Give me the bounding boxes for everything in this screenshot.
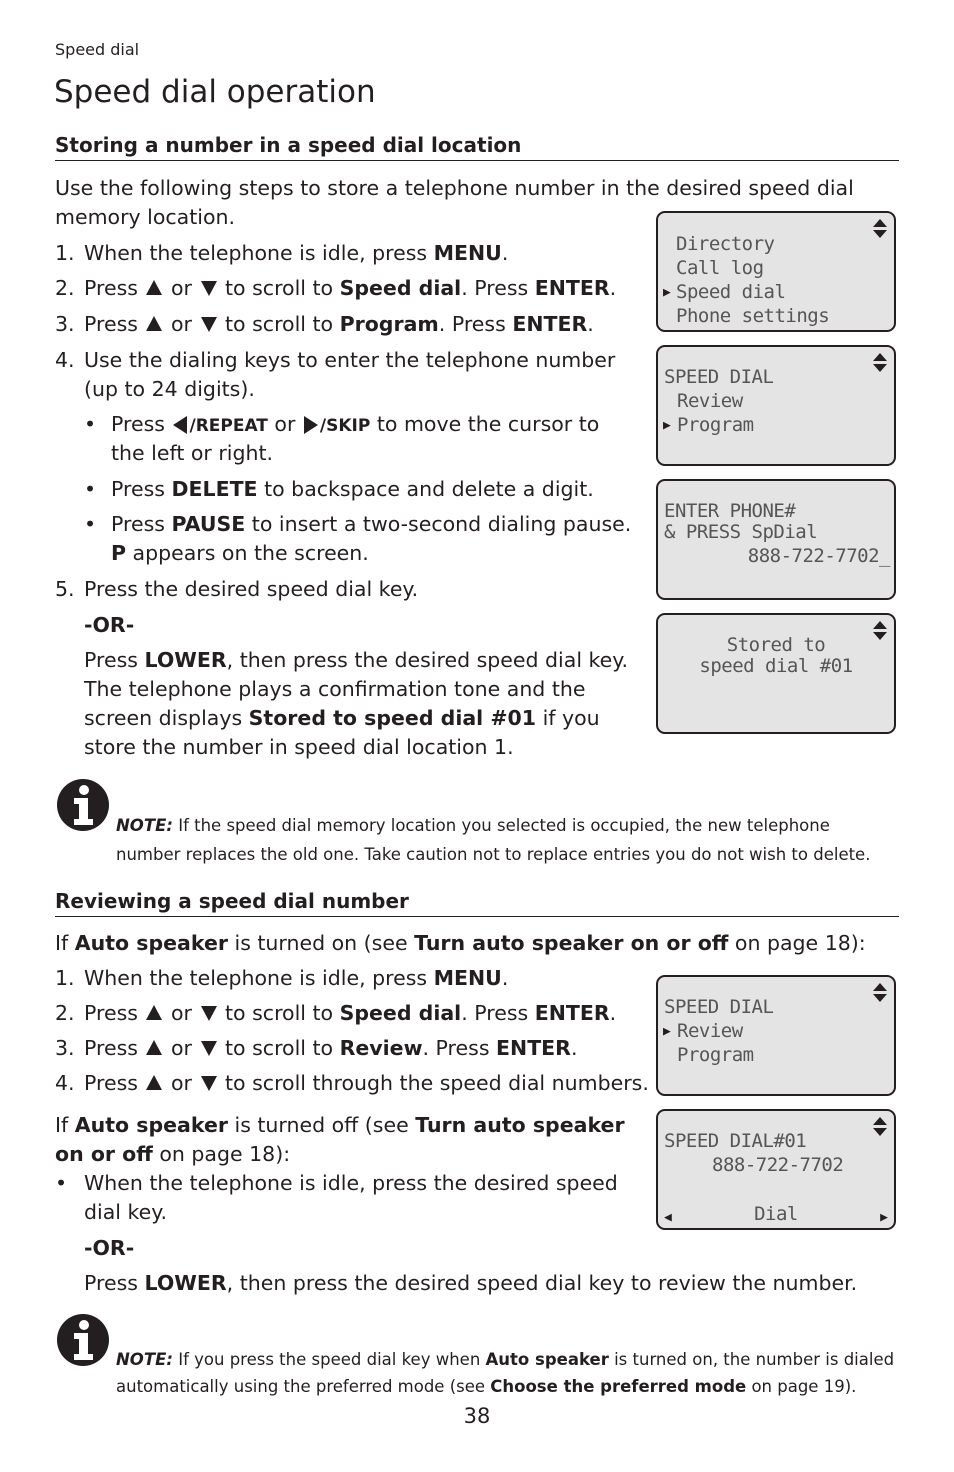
or-separator: -OR- <box>84 1236 135 1260</box>
lcd-speed-dial-review: SPEED DIAL ▶ Review Program <box>656 975 896 1096</box>
cursor-arrow-icon: ▶ <box>663 418 671 433</box>
page-number: 38 <box>463 1404 491 1428</box>
auto-speaker-off-line-2: on or off on page 18): <box>55 1142 291 1166</box>
note-2: NOTE: If you press the speed dial key when Auto speaker is turned on, the number is dialed automatically using the preferred mode (see Choose the preferred mode on page 19). <box>116 1350 895 1396</box>
up-arrow-icon <box>146 316 162 331</box>
section-heading-storing: Storing a number in a speed dial location <box>55 133 899 161</box>
left-softkey-arrow-icon: ◀ <box>664 1210 672 1225</box>
lower-line-1: Press LOWER, then press the desired speed dial key. <box>84 648 629 672</box>
lcd-stored: Stored to speed dial #01 <box>656 613 896 734</box>
down-arrow-icon <box>201 317 217 332</box>
note-1: NOTE: If the speed dial memory location you selected is occupied, the new telephone number replaces the old one. Take caution not to replace entries you do not wish to delete. <box>116 816 871 864</box>
running-header: Speed dial <box>55 40 140 59</box>
auto-speaker-off-line-1: If Auto speaker is turned off (see Turn auto speaker <box>55 1113 625 1137</box>
lcd-enter-phone: ENTER PHONE# & PRESS SpDial 888-722-7702_ <box>656 479 896 600</box>
scroll-arrows-icon <box>873 219 887 239</box>
or-separator: -OR- <box>84 613 135 637</box>
lower-line-4: store the number in speed dial location 1. <box>84 735 514 759</box>
cursor-arrow-icon: ▶ <box>663 1024 671 1039</box>
intro-line-2: memory location. <box>55 205 236 229</box>
down-arrow-icon <box>201 281 217 296</box>
up-arrow-icon <box>146 1075 162 1090</box>
lower-line-3: screen displays Stored to speed dial #01 if you <box>84 706 600 730</box>
up-arrow-icon <box>146 1005 162 1020</box>
scroll-arrows-icon <box>873 1117 887 1137</box>
down-arrow-icon <box>201 1006 217 1021</box>
scroll-arrows-icon <box>873 353 887 373</box>
info-icon <box>56 778 110 832</box>
up-arrow-icon <box>146 280 162 295</box>
right-softkey-arrow-icon: ▶ <box>880 1210 888 1225</box>
scroll-arrows-icon <box>873 983 887 1003</box>
up-arrow-icon <box>146 1040 162 1055</box>
lower-line-2: The telephone plays a confirmation tone and the <box>84 677 586 701</box>
intro-line-1: Use the following steps to store a telephone number in the desired speed dial <box>55 176 854 200</box>
section-heading-reviewing: Reviewing a speed dial number <box>55 889 899 917</box>
review-lower-line: Press LOWER, then press the desired speed dial key to review the number. <box>84 1271 858 1295</box>
lcd-speed-dial-entry: SPEED DIAL#01 888-722-7702 ◀ Dial ▶ <box>656 1109 896 1230</box>
cursor-arrow-icon: ▶ <box>663 285 671 300</box>
lcd-speed-dial-program: SPEED DIAL Review ▶ Program <box>656 345 896 466</box>
down-arrow-icon <box>201 1076 217 1091</box>
right-arrow-icon <box>304 416 318 434</box>
down-arrow-icon <box>201 1041 217 1056</box>
info-icon <box>56 1313 110 1367</box>
lcd-main-menu: Directory Call log ▶ Speed dial Phone settings <box>656 211 896 332</box>
auto-speaker-on-line: If Auto speaker is turned on (see Turn auto speaker on or off on page 18): <box>55 931 866 955</box>
left-arrow-icon <box>173 416 187 434</box>
page-title: Speed dial operation <box>54 74 376 110</box>
